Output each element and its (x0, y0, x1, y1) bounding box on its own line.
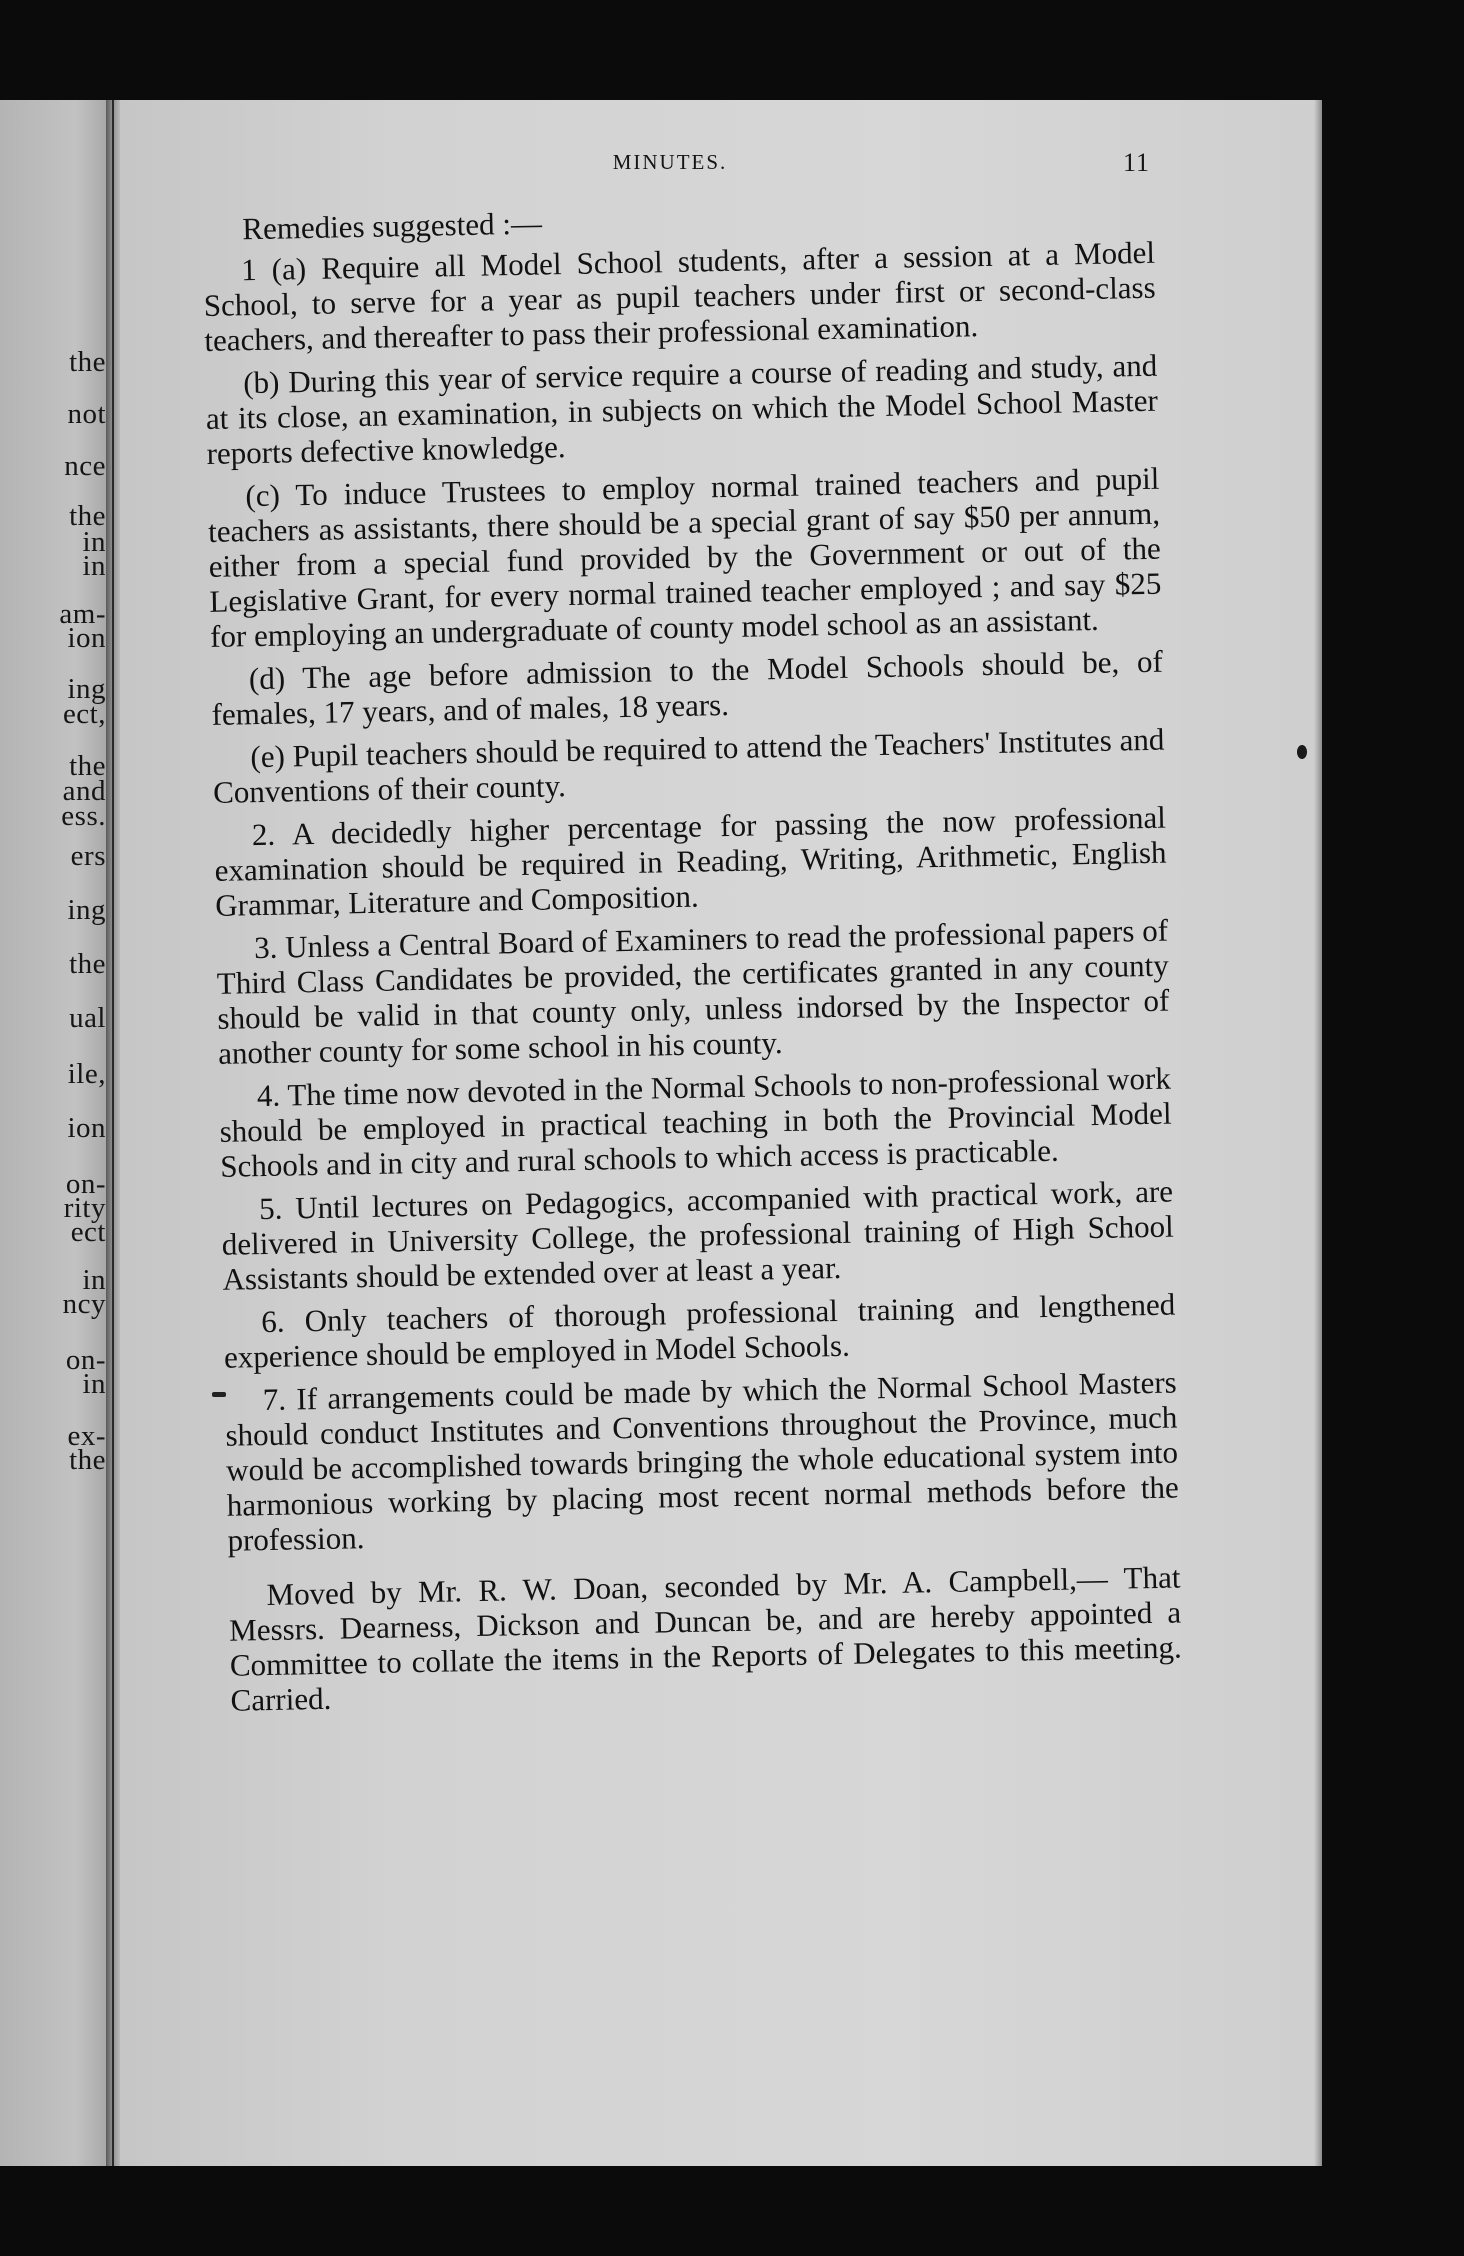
gutter-line (112, 100, 114, 2166)
facing-page-fragment: in (82, 550, 106, 582)
facing-page-fragment: the (69, 1444, 106, 1476)
facing-page-fragment: on- (65, 1344, 106, 1376)
facing-page-fragment: not (67, 398, 106, 430)
paragraph-1b: (b) During this year of service require a course of reading and study, and at its close, an examination, in subjects on which the Model School Master reports defective knowledge. (205, 347, 1159, 471)
paragraph-1c: (c) To induce Trustees to employ normal trained teachers and pupil teachers as assistants, there should be a special grant of say $50 per annum, either from a special fund provided by the Government or out of the Legislative Grant, for every normal trained teacher employed ; and say $25 for employing an undergraduate of county model school as an assistant. (207, 460, 1162, 654)
paragraph-6: 6. Only teachers of thorough professional training and lengthened experience should be employed in Model Schools. (223, 1286, 1176, 1375)
facing-page-fragment: ing (67, 894, 106, 926)
facing-page-fragment: on- (65, 1168, 106, 1200)
facing-page-fragment: the (69, 346, 106, 378)
facing-page-fragment: ion (67, 622, 106, 654)
facing-page-fragment: ex- (67, 1420, 106, 1452)
facing-page-fragment: am- (59, 598, 106, 630)
facing-page-fragment: ect (70, 1216, 106, 1248)
ink-speck (1297, 745, 1307, 759)
paragraph-2: 2. A decidedly higher percentage for passing the now professional examination should be required in Reading, Writing, Arithmetic, English Grammar, Literature and Composition. (214, 799, 1167, 923)
paragraph-4: 4. The time now devoted in the Normal Schools to non-professional work should be employed in practical teaching in both the Provincial Model Schools and in city and rural schools to which access is practicable. (219, 1060, 1172, 1184)
facing-page-edge (0, 100, 108, 2166)
facing-page-fragment: rity (63, 1192, 106, 1224)
facing-page-fragment: in (82, 1368, 106, 1400)
paragraph-motion: Moved by Mr. R. W. Doan, seconded by Mr. A. Campbell,— That Messrs. Dearness, Dickson and Duncan be, and are hereby appointed a Committee to collate the items in the Reports of Delegates to this meeting. Carried. (228, 1559, 1183, 1718)
facing-page-fragment: the (69, 750, 106, 782)
paragraph-5: 5. Until lectures on Pedagogics, accompanied with practical work, are delivered in University College, the professional training of High School Assistants should be extended over at least a year. (221, 1173, 1174, 1297)
running-head: MINUTES. (612, 150, 728, 174)
page-number: 11 (1122, 148, 1150, 177)
paragraph-3: 3. Unless a Central Board of Examiners to read the professional papers of Third Class Candidates be provided, the certificates granted in any county should be valid in that county only, unless indorsed by the Inspector of another county for some school in his county. (216, 912, 1170, 1071)
paragraph-1d: (d) The age before admission to the Model Schools should be, of females, 17 years, and of males, 18 years. (211, 643, 1164, 732)
facing-page-fragment: ual (69, 1002, 106, 1034)
paragraph-1e: (e) Pupil teachers should be required to attend the Teachers' Institutes and Conventions of their county. (212, 721, 1165, 810)
facing-page-fragment: ing (67, 673, 106, 705)
facing-page-fragment: ion (67, 1112, 106, 1144)
facing-page-fragment: the (69, 948, 106, 980)
facing-page-fragment: ncy (62, 1288, 106, 1320)
facing-page-fragment: ess. (61, 800, 106, 832)
paragraph-remedies-heading: Remedies suggested :— (241, 205, 543, 247)
facing-page-fragment: the (69, 500, 106, 532)
page-header (190, 150, 1150, 190)
facing-page-fragment: in (82, 526, 106, 558)
paragraph-1a: 1 (a) Require all Model School students, after a session at a Model School, to serve for a year as pupil teachers under first or second-class teachers, and thereafter to pass their professional examination. (203, 234, 1156, 358)
page-edge-shadow (1314, 100, 1322, 2166)
facing-page-fragment: ers (70, 840, 106, 872)
facing-page-fragment: ile, (67, 1058, 106, 1090)
paragraph-7: 7. If arrangements could be made by which the Normal School Masters should conduct Institutes and Conventions throughout the Province, much would be accomplished towards bringing the whole educational system into harmonious working by placing most recent normal methods before the profession. (225, 1364, 1179, 1558)
facing-page-fragment: nce (64, 450, 106, 482)
facing-page-fragment: in (82, 1264, 106, 1296)
facing-page-fragment: ect, (62, 698, 106, 730)
facing-page-fragment: and (62, 775, 106, 807)
page-body (202, 194, 1183, 1726)
